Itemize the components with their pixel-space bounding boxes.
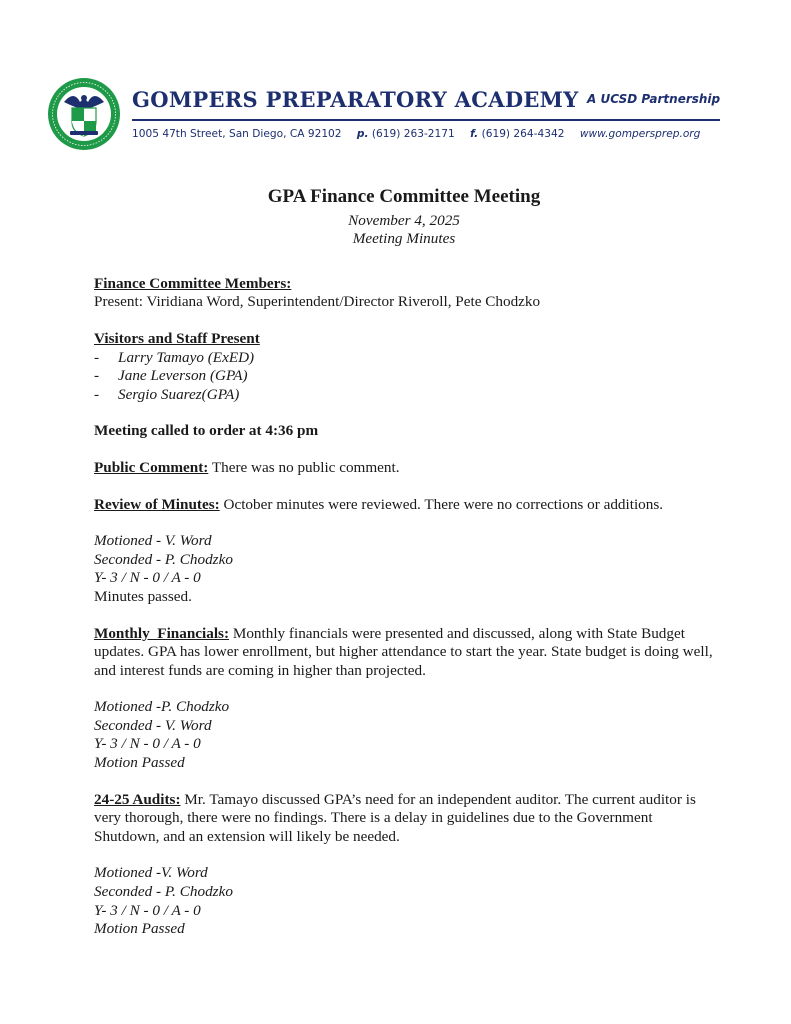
motion-result: Motion Passed bbox=[94, 754, 185, 772]
document-subtitle: Meeting Minutes bbox=[352, 230, 456, 248]
members-present: Present: Viridiana Word, Superintendent/Director Riveroll, Pete Chodzko bbox=[94, 293, 541, 311]
monthly-financials-motion bbox=[94, 698, 714, 772]
website-link[interactable]: www.gompersprep.org bbox=[579, 128, 701, 140]
visitor-item: - Larry Tamayo (ExED) bbox=[94, 349, 714, 368]
school-crest-logo-icon bbox=[46, 76, 122, 152]
motioned-by: Motioned -P. Chodzko bbox=[94, 698, 230, 716]
fax-label: f. bbox=[470, 128, 479, 140]
review-minutes-heading: Review of Minutes: bbox=[94, 495, 220, 513]
public-comment-section bbox=[94, 459, 714, 478]
audits-motion bbox=[94, 864, 714, 938]
monthly-financials-text: Monthly financials were presented and discussed, along with State Budget updates. GPA has lower enrollment, but higher attendance to start the year. State budget is doing well, and interest funds are coming in higher than projected. bbox=[94, 624, 713, 679]
motioned-by: Motioned -V. Word bbox=[94, 864, 208, 882]
vote-tally: Y- 3 / N - 0 / A - 0 bbox=[94, 735, 201, 753]
contact-line bbox=[132, 128, 700, 140]
call-to-order: Meeting called to order at 4:36 pm bbox=[94, 422, 319, 440]
visitors-list bbox=[94, 349, 714, 405]
audits-text: Mr. Tamayo discussed GPA’s need for an independent auditor. The current auditor is very thorough, there were no findings. There is a delay in guidelines due to the Government Shutdown, and an extension will likely be needed. bbox=[94, 790, 696, 845]
meeting-date: November 4, 2025 bbox=[348, 211, 460, 229]
members-heading: Finance Committee Members: bbox=[94, 274, 292, 292]
visitors-heading: Visitors and Staff Present bbox=[94, 329, 260, 347]
audits-heading: 24-25 Audits: bbox=[94, 790, 181, 808]
motioned-by: Motioned - V. Word bbox=[94, 532, 212, 550]
review-minutes-section bbox=[94, 496, 714, 607]
fax-number: (619) 264-4342 bbox=[481, 128, 565, 140]
review-minutes-text: October minutes were reviewed. There were no corrections or additions. bbox=[219, 495, 664, 513]
letterhead bbox=[46, 76, 746, 156]
letterhead-divider bbox=[132, 119, 720, 121]
audits-section bbox=[94, 791, 714, 939]
members-section bbox=[94, 275, 714, 312]
monthly-financials-section bbox=[94, 625, 714, 773]
motion-result: Minutes passed. bbox=[94, 587, 192, 605]
partnership-tagline: A UCSD Partnership bbox=[587, 92, 721, 106]
seconded-by: Seconded - P. Chodzko bbox=[94, 550, 233, 568]
seconded-by: Seconded - P. Chodzko bbox=[94, 883, 233, 901]
monthly-financials-heading: Monthly Financials: bbox=[94, 624, 230, 642]
meeting-minutes-document bbox=[94, 188, 714, 939]
visitor-item: - Sergio Suarez(GPA) bbox=[94, 386, 714, 405]
school-name: GOMPERS PREPARATORY ACADEMY bbox=[132, 87, 579, 112]
vote-tally: Y- 3 / N - 0 / A - 0 bbox=[94, 569, 201, 587]
seconded-by: Seconded - V. Word bbox=[94, 716, 212, 734]
motion-result: Motion Passed bbox=[94, 920, 185, 938]
public-comment-text: There was no public comment. bbox=[208, 458, 400, 476]
visitor-item: - Jane Leverson (GPA) bbox=[94, 367, 714, 386]
phone-label: p. bbox=[356, 128, 369, 140]
review-minutes-motion bbox=[94, 532, 714, 606]
vote-tally: Y- 3 / N - 0 / A - 0 bbox=[94, 901, 201, 919]
phone-number: (619) 263-2171 bbox=[371, 128, 455, 140]
public-comment-heading: Public Comment: bbox=[94, 458, 209, 476]
call-to-order-section bbox=[94, 422, 714, 441]
visitors-section bbox=[94, 330, 714, 404]
document-title: GPA Finance Committee Meeting bbox=[267, 186, 541, 207]
address: 1005 47th Street, San Diego, CA 92102 bbox=[132, 128, 342, 140]
